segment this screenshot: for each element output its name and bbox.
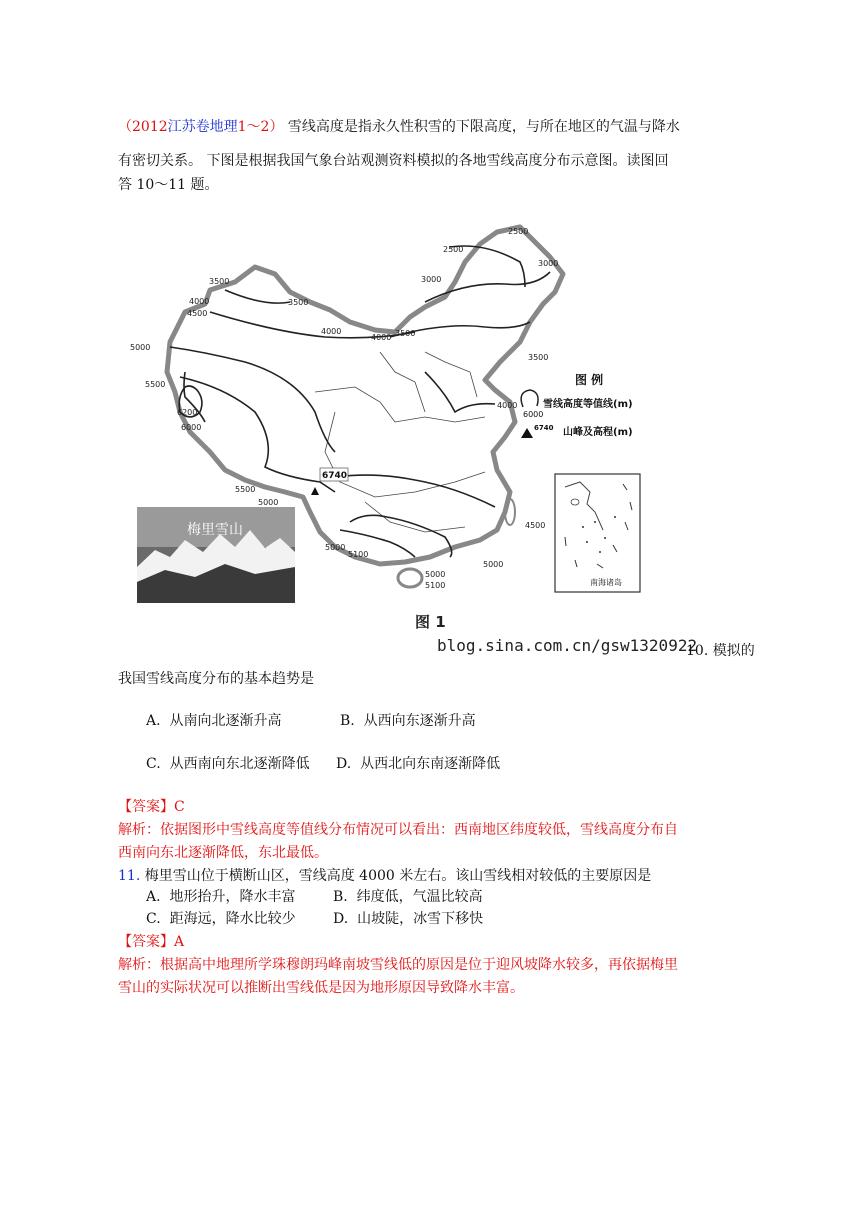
label-4000b: 4000: [321, 327, 342, 336]
q10-number: 10. 模拟的: [686, 643, 755, 659]
q11-stem: 梅里雪山位于横断山区，雪线高度 4000 米左右。该山雪线相对较低的主要原因是: [144, 868, 652, 884]
source-rest: 1～2）: [237, 119, 284, 135]
label-5500b: 5500: [235, 485, 256, 494]
meili-photo: [137, 507, 295, 603]
legend-peak-icon: [521, 428, 533, 438]
label-4000c: 4000: [371, 333, 392, 342]
q11-line: [118, 866, 738, 886]
source-link[interactable]: 江苏卷地理: [167, 119, 238, 135]
label-3500d: 3500: [528, 353, 549, 362]
label-5000a: 5000: [130, 343, 151, 352]
label-3500b: 3500: [288, 298, 309, 307]
label-4500a: 4500: [187, 309, 208, 318]
intro-line-3: 答 10～11 题。: [118, 177, 219, 193]
label-4000a: 4000: [189, 297, 210, 306]
q11-analysis-1: 解析：根据高中地理所学珠穆朗玛峰南坡雪线低的原因是位于迎风坡降水较多，再依据梅里: [118, 957, 678, 973]
label-6200: 6200: [177, 408, 198, 417]
q10-analysis-2: 西南向东北逐渐降低，东北最低。: [118, 845, 328, 861]
peak-label: 6740: [322, 471, 348, 481]
label-4500b: 4500: [525, 521, 546, 530]
label-2500b: 2500: [443, 245, 464, 254]
intro-text: 雪线高度是指永久性积雪的下限高度，与所在地区的气温与降水: [287, 119, 680, 135]
legend-title: 图 例: [575, 373, 604, 387]
label-5000d: 5000: [483, 560, 504, 569]
label-3000b: 3000: [421, 275, 442, 284]
legend-peak-label: 山峰及高程(m): [563, 427, 633, 438]
q10-option-d[interactable]: D. 从西北向东南逐渐降低: [336, 756, 501, 772]
label-5100b: 5100: [425, 581, 446, 590]
hainan-island: [398, 569, 422, 587]
label-5500a: 5500: [145, 380, 166, 389]
figure-label: 图 1: [415, 613, 446, 631]
label-4000d: 4000: [497, 401, 518, 410]
label-5100a: 5100: [348, 550, 369, 559]
q11-analysis-2: 雪山的实际状况可以推断出雪线低是因为地形原因导致降水丰富。: [118, 980, 524, 996]
intro-line-2: 有密切关系。 下图是根据我国气象台站观测资料模拟的各地雪线高度分布示意图。读图回: [118, 153, 669, 169]
q11-option-a[interactable]: A. 地形抬升，降水丰富: [146, 889, 296, 905]
label-3500c: 3500: [395, 329, 416, 338]
label-2500a: 2500: [508, 227, 529, 236]
intro-line-1: [118, 117, 738, 137]
legend-contour-value: 6000: [523, 410, 544, 419]
q11-answer: 【答案】A: [118, 934, 185, 950]
inset-label: 南海诸岛: [590, 578, 622, 587]
legend-contour-label: 雪线高度等值线(m): [543, 399, 633, 410]
q10-analysis-1: 解析：依据图形中雪线高度等值线分布情况可以看出：西南地区纬度较低，雪线高度分布自: [118, 822, 678, 838]
source-open: （2012: [118, 119, 168, 135]
q11-option-d[interactable]: D. 山坡陡，冰雪下移快: [333, 911, 484, 927]
q10-stem: 我国雪线高度分布的基本趋势是: [118, 671, 314, 687]
label-6000: 6000: [181, 423, 202, 432]
photo-caption: 梅里雪山: [187, 522, 243, 538]
blog-watermark: blog.sina.com.cn/gsw1320922: [437, 636, 698, 655]
q11-number: 11.: [118, 868, 141, 884]
q10-answer: 【答案】C: [118, 799, 185, 815]
label-3000a: 3000: [538, 259, 559, 268]
label-5000c: 5000: [325, 543, 346, 552]
q10-option-c[interactable]: C. 从西南向东北逐渐降低: [146, 756, 310, 772]
label-3500a: 3500: [209, 277, 230, 286]
south-china-sea-inset: [555, 474, 640, 592]
label-5000b: 5000: [258, 498, 279, 507]
q11-option-c[interactable]: C. 距海远，降水比较少: [146, 911, 296, 927]
label-5000e: 5000: [425, 570, 446, 579]
map-legend: [521, 372, 633, 438]
peak-triangle-icon: [311, 487, 319, 495]
q11-option-b[interactable]: B. 纬度低，气温比较高: [333, 889, 483, 905]
snowline-map-figure: [125, 212, 655, 662]
q10-option-a[interactable]: A. 从南向北逐渐升高: [146, 713, 282, 729]
q10-option-b[interactable]: B. 从西向东逐渐升高: [340, 713, 476, 729]
legend-peak-value: 6740: [534, 424, 554, 432]
